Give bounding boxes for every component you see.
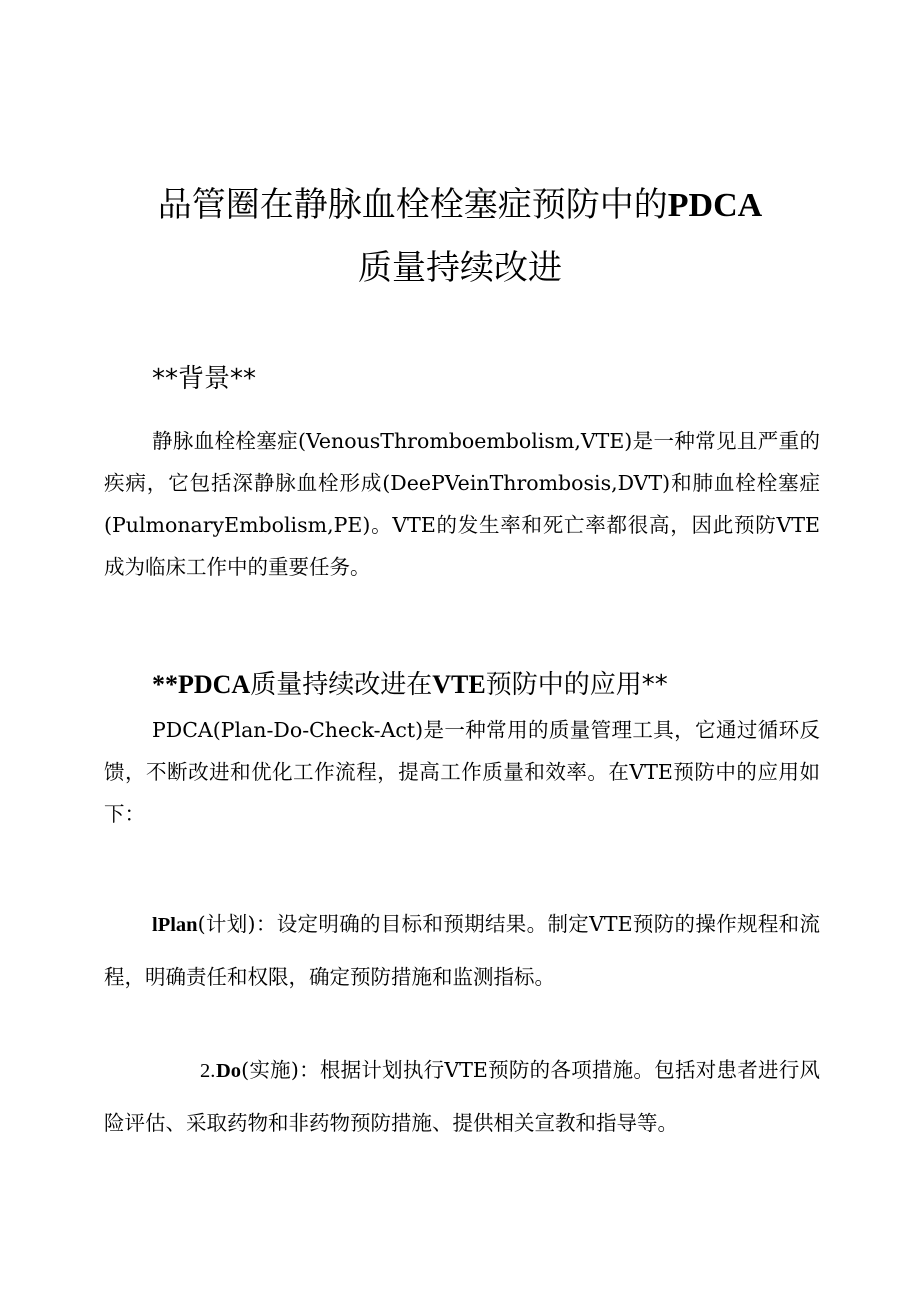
- pdca-heading-latin: PDCA: [178, 670, 251, 699]
- pdca-heading: [152, 664, 668, 701]
- list-item-do-number: 2.: [200, 1060, 216, 1082]
- pdca-paragraph: PDCA(Plan-Do-Check-Act)是一种常用的质量管理工具，它通过循环反馈，不断改进和优化工作流程，提高工作质量和效率。在VTE预防中的应用如下：: [104, 718, 820, 826]
- pdca-heading-mid: 质量持续改进在: [250, 670, 433, 700]
- list-item-plan-text: (计划)：设定明确的目标和预期结果。制定VTE预防的操作规程和流程，明确责任和权限，确定预防措施和监测指标。: [104, 912, 820, 989]
- title-line-1-latin: PDCA: [667, 187, 763, 224]
- list-item-plan: [104, 898, 820, 1003]
- document-title-line-1: [0, 177, 920, 226]
- list-item-do-lead: Do: [216, 1060, 242, 1082]
- background-heading: **背景**: [152, 364, 257, 394]
- pdca-heading-suffix: 预防中的应用**: [485, 670, 668, 700]
- pdca-heading-latin-2: VTE: [432, 670, 486, 699]
- list-item-do-text: (实施)：根据计划执行VTE预防的各项措施。包括对患者进行风险评估、采取药物和非药物预防措施、提供相关宣教和指导等。: [104, 1058, 820, 1135]
- list-item-do: [104, 1044, 820, 1149]
- list-item-plan-lead: lPlan: [152, 914, 198, 936]
- background-paragraph: 静脉血栓栓塞症(VenousThromboembolism,VTE)是一种常见且严重的疾病，它包括深静脉血栓形成(DeePVeinThrombosis,DVT)和肺血栓栓塞症(PulmonaryEmbolism,PE)。VTE的发生率和死亡率都很高，因此预防VTE成为临床工作中的重要任务。: [104, 429, 820, 579]
- pdca-heading-prefix: **: [152, 670, 178, 699]
- document-title-line-2: 质量持续改进: [358, 248, 562, 288]
- title-line-1-chinese: 品管圈在静脉血栓栓塞症预防中的: [157, 185, 668, 225]
